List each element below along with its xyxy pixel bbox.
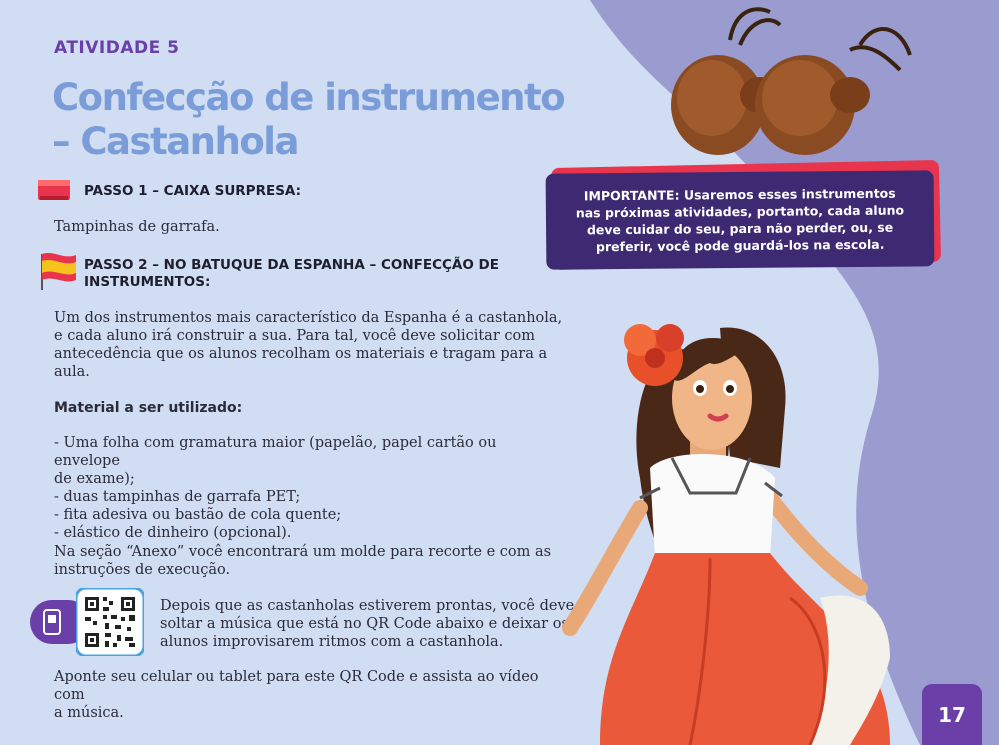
castanets-illustration — [660, 0, 930, 170]
spain-flag-icon — [36, 250, 78, 292]
important-callout: IMPORTANTE: Usaremos esses instrumentos nas próximas atividades, portanto, cada aluno deve cuidar do seu, para não perder, ou, se preferir, você pode guardá-los na escola. — [546, 172, 936, 270]
page-number: 17 — [922, 684, 982, 745]
red-box-icon — [36, 176, 72, 204]
step1-heading: PASSO 1 – CAIXA SURPRESA: — [84, 183, 302, 199]
final-paragraph: Aponte seu celular ou tablet para este QR Code e assista ao vídeo com a música. — [54, 669, 539, 721]
material-heading: Material a ser utilizado: — [54, 400, 243, 416]
step2-heading: PASSO 2 – NO BATUQUE DA ESPANHA – CONFECÇÃO DE INSTRUMENTOS: — [84, 257, 499, 290]
material-list: - Uma folha com gramatura maior (papelão, papel cartão ou envelope de exame); - duas tampinhas de garrafa PET; - fita adesiva ou bastão de cola quente; - elástico de dinheiro (opcional). — [54, 435, 497, 541]
qr-code-icon[interactable] — [76, 588, 144, 656]
annex-paragraph: Na seção “Anexo” você encontrará um molde para recorte e com as instruções de execução. — [54, 544, 552, 578]
intro-paragraph: Um dos instrumentos mais característico da Espanha é a castanhola, e cada aluno irá construir a sua. Para tal, você deve solicitar com antecedência que os alunos recolham os materiais e tragam para a aula. — [54, 310, 563, 380]
qr-paragraph: Depois que as castanholas estiverem prontas, você deve soltar a música que está no QR Code abaixo e deixar os alunos improvisarem ritmos com a castanhola. — [160, 598, 575, 650]
step1-text: Tampinhas de garrafa. — [54, 219, 220, 235]
activity-label: ATIVIDADE 5 — [54, 38, 180, 58]
flamenco-dancer-illustration — [560, 318, 940, 745]
page-title: Confecção de instrumento – Castanhola — [52, 76, 565, 163]
